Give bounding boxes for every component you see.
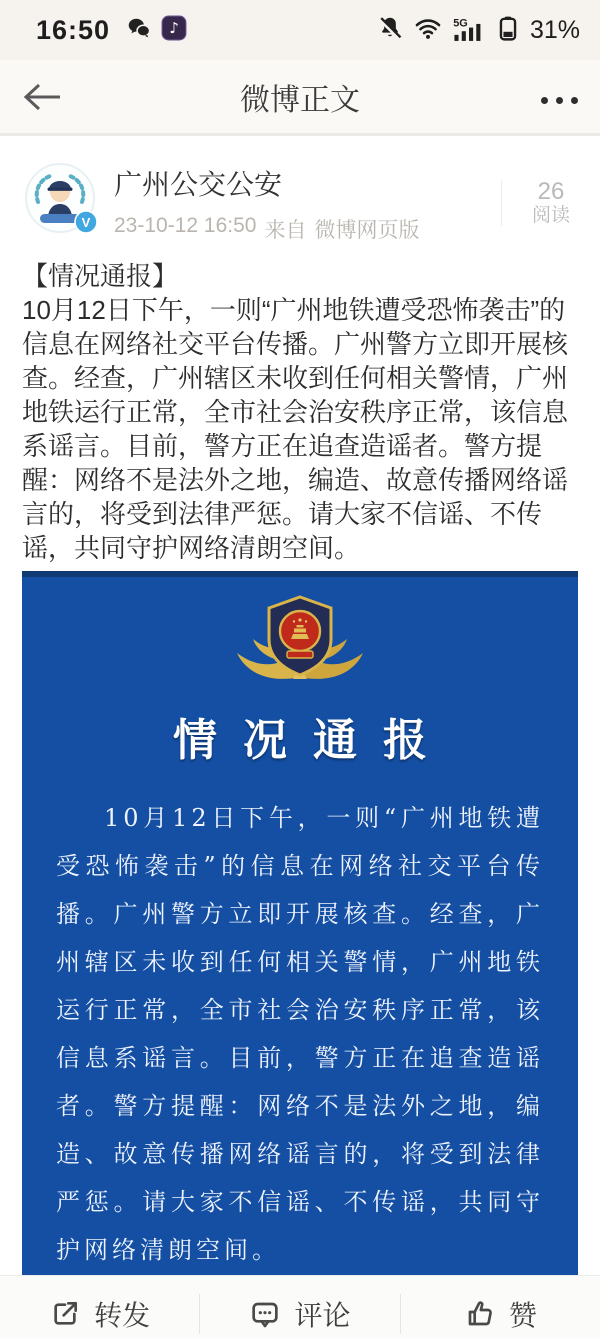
comment-icon	[249, 1298, 281, 1330]
read-count-label: 阅读	[531, 205, 570, 226]
wifi-icon	[413, 14, 443, 47]
repost-label: 转发	[94, 1300, 151, 1331]
clock: 16:50	[36, 14, 111, 45]
avatar[interactable]	[24, 162, 96, 234]
svg-text:♪: ♪	[169, 18, 179, 37]
svg-text:V: V	[81, 215, 91, 230]
status-bar	[0, 0, 600, 60]
back-arrow-icon	[22, 80, 64, 114]
post-date: 23-10-12 16:50	[114, 214, 257, 237]
post-text	[22, 259, 578, 565]
action-bar	[0, 1275, 600, 1339]
like-button[interactable]	[401, 1276, 600, 1339]
like-icon	[464, 1298, 496, 1330]
notice-image[interactable]	[22, 571, 578, 1275]
verified-badge-icon	[74, 210, 98, 234]
battery-percent: 31%	[529, 15, 580, 44]
read-count-value: 26	[537, 178, 565, 205]
notice-body: 10月12日下午，一则“广州地铁遭受恐怖袭击”的信息在网络社交平台传播。广州警方立即开展核查。经查，广州辖区未收到任何相关警情，广州地铁运行正常，全市社会治安秩序正常，该信息系谣言。目前，警方正在追查造谣者。警方提醒：网络不是法外之地，编造、故意传播网络谣言的，将受到法律严惩。请大家不信谣、不传谣，共同守护网络清朗空间。	[56, 804, 544, 1264]
police-badge-icon	[22, 587, 578, 692]
bell-muted-icon	[376, 14, 404, 47]
nav-bar	[0, 60, 600, 136]
battery-icon	[495, 13, 521, 48]
repost-icon	[49, 1298, 81, 1330]
repost-button[interactable]	[0, 1276, 199, 1339]
notice-title: 情况通报	[173, 715, 453, 766]
comment-button[interactable]	[200, 1276, 399, 1339]
comment-label: 评论	[294, 1300, 351, 1331]
post-heading: 【情况通报】	[22, 261, 179, 291]
like-label: 赞	[508, 1300, 537, 1331]
wechat-icon	[126, 15, 152, 46]
network-label: 5G	[453, 17, 468, 30]
post-meta	[114, 214, 501, 244]
post-body: 10月12日下午，一则“广州地铁遭受恐怖袭击”的信息在网络社交平台传播。广州警方立即开展核查。经查，广州辖区未收到任何相关警情，广州地铁运行正常，全市社会治安秩序正常，该信息系谣言。目前，警方正在追查造谣者。警方提醒：网络不是法外之地，编造、故意传播网络谣言的，将受到法律严惩。请大家不信谣、不传谣，共同守护网络清朗空间。	[22, 295, 569, 563]
source-prefix: 来自	[264, 219, 307, 242]
signal-5g-icon	[452, 15, 486, 45]
post-header	[24, 162, 576, 244]
tiktok-icon	[161, 15, 187, 46]
post-source[interactable]: 微博网页版	[314, 219, 420, 242]
author-name[interactable]: 广州公交公安	[114, 169, 283, 200]
back-button[interactable]	[22, 80, 92, 114]
divider	[501, 180, 502, 226]
more-options-button[interactable]	[508, 89, 578, 104]
read-count	[532, 179, 576, 227]
page-title: 微博正文	[240, 83, 360, 117]
